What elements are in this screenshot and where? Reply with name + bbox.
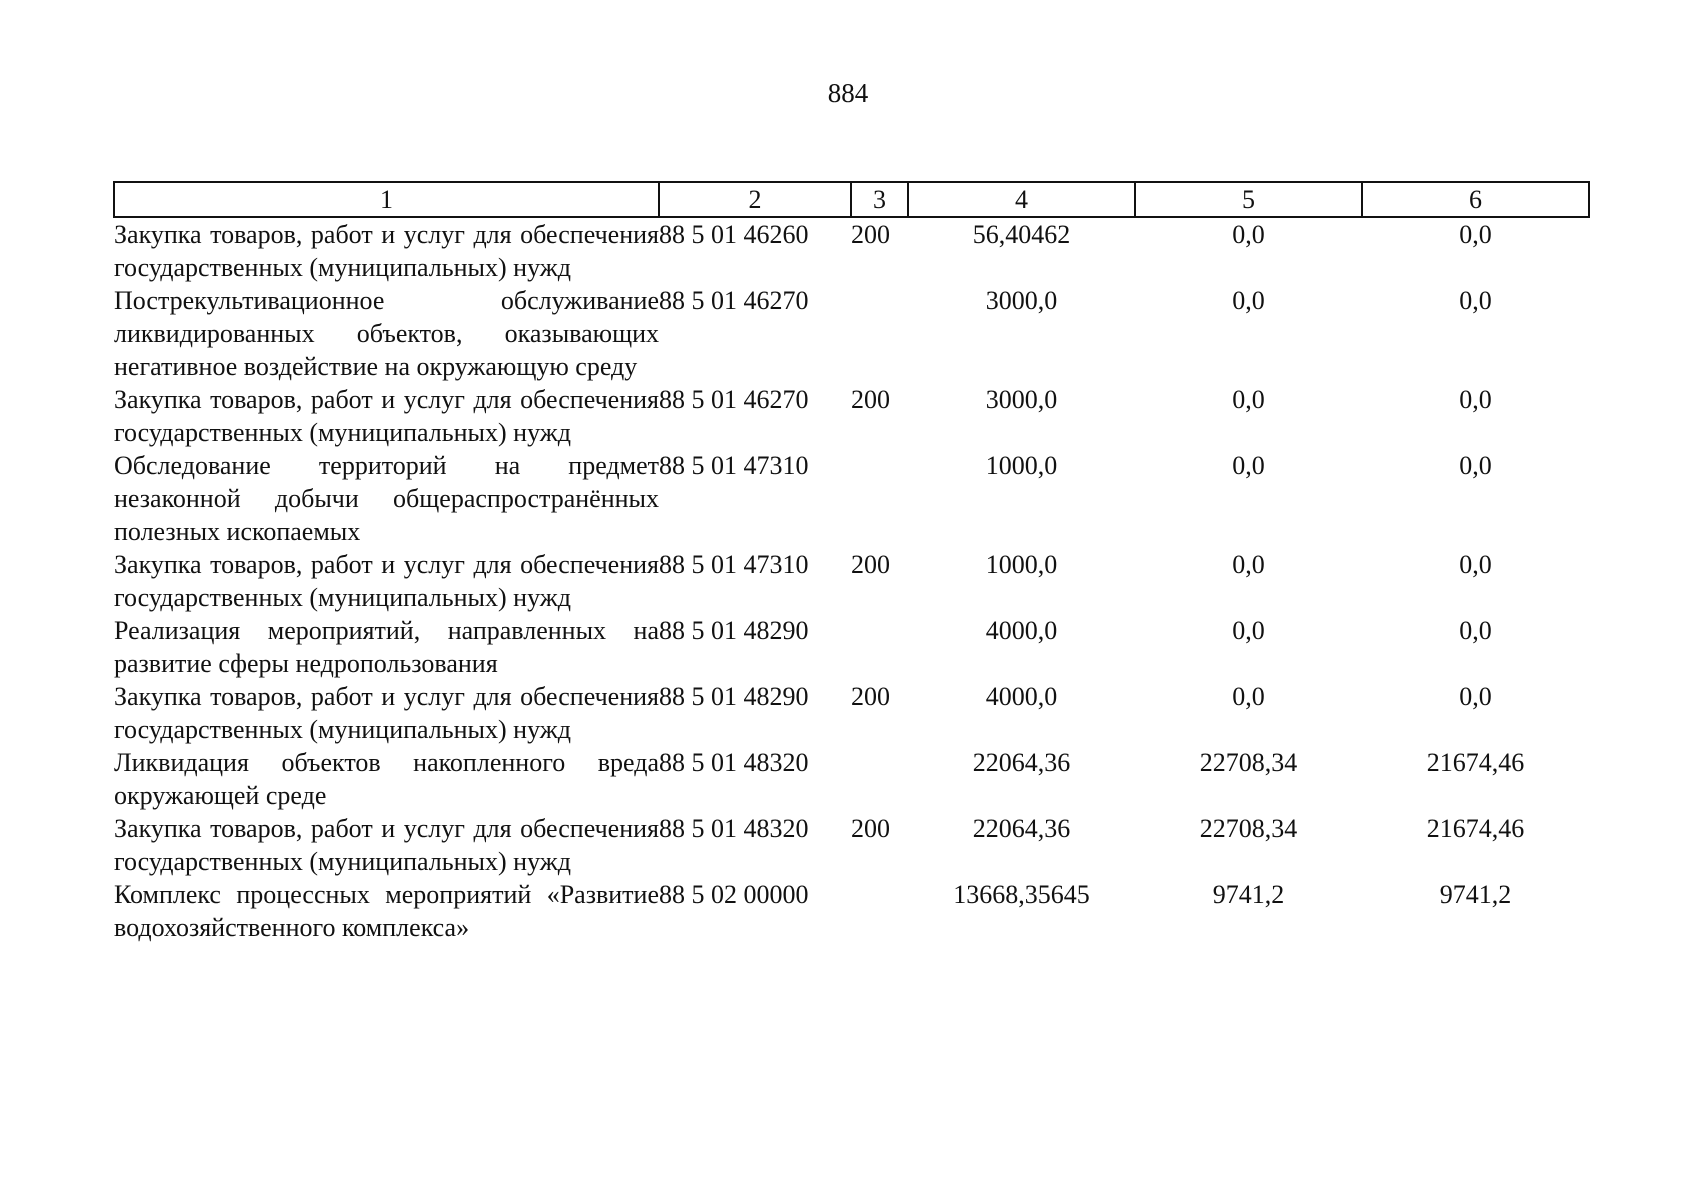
row-value-4: 3000,0	[985, 385, 1058, 414]
row-code: 88 5 01 48320	[659, 748, 809, 777]
row-value-6: 0,0	[1459, 682, 1492, 711]
row-value-5: 22708,34	[1199, 814, 1298, 843]
column-header-6: 6	[1362, 182, 1589, 217]
table-row	[114, 217, 1589, 284]
row-description: Закупка товаров, работ и услуг для обеспечения государственных (муниципальных) нужд	[114, 682, 659, 744]
row-expense-type: 200	[851, 220, 890, 249]
row-expense-type	[851, 878, 908, 944]
row-description: Обследование территорий на предмет незаконной добычи общераспространённых полезных ископаемых	[114, 451, 659, 546]
row-value-5: 9741,2	[1212, 880, 1285, 909]
row-value-5: 22708,34	[1199, 748, 1298, 777]
row-value-6: 0,0	[1459, 616, 1492, 645]
row-value-6: 9741,2	[1439, 880, 1512, 909]
table-row	[114, 284, 1589, 383]
row-value-6: 0,0	[1459, 385, 1492, 414]
row-value-5: 0,0	[1232, 286, 1265, 315]
row-value-6: 21674,46	[1426, 748, 1525, 777]
row-value-6: 0,0	[1459, 550, 1492, 579]
row-description: Закупка товаров, работ и услуг для обеспечения государственных (муниципальных) нужд	[114, 814, 659, 876]
row-expense-type	[851, 746, 908, 812]
row-value-5: 0,0	[1232, 220, 1265, 249]
row-code: 88 5 01 47310	[659, 550, 809, 579]
row-description: Комплекс процессных мероприятий «Развитие водохозяйственного комплекса»	[114, 880, 659, 942]
row-value-6: 21674,46	[1426, 814, 1525, 843]
row-expense-type: 200	[851, 550, 890, 579]
budget-table	[113, 181, 1590, 944]
row-code: 88 5 01 48320	[659, 814, 809, 843]
page-number: 884	[827, 78, 869, 108]
row-expense-type: 200	[851, 682, 890, 711]
table-header-row	[114, 182, 1589, 217]
row-value-4: 3000,0	[985, 286, 1058, 315]
row-value-4: 4000,0	[985, 682, 1058, 711]
column-header-1: 1	[114, 182, 659, 217]
row-value-6: 0,0	[1459, 451, 1492, 480]
row-value-4: 1000,0	[985, 451, 1058, 480]
row-description: Реализация мероприятий, направленных на развитие сферы недропользования	[114, 616, 659, 678]
row-description: Закупка товаров, работ и услуг для обеспечения государственных (муниципальных) нужд	[114, 220, 659, 282]
row-value-5: 0,0	[1232, 550, 1265, 579]
row-value-4: 22064,36	[972, 748, 1071, 777]
row-code: 88 5 01 46270	[659, 385, 809, 414]
row-value-5: 0,0	[1232, 616, 1265, 645]
column-header-5: 5	[1135, 182, 1362, 217]
column-header-3: 3	[851, 182, 908, 217]
column-header-2: 2	[659, 182, 851, 217]
row-value-6: 0,0	[1459, 220, 1492, 249]
table-row	[114, 680, 1589, 746]
row-code: 88 5 01 48290	[659, 616, 809, 645]
row-expense-type: 200	[851, 814, 890, 843]
row-value-6: 0,0	[1459, 286, 1492, 315]
row-description: Закупка товаров, работ и услуг для обеспечения государственных (муниципальных) нужд	[114, 550, 659, 612]
row-value-4: 4000,0	[985, 616, 1058, 645]
row-expense-type: 200	[851, 385, 890, 414]
row-description: Закупка товаров, работ и услуг для обеспечения государственных (муниципальных) нужд	[114, 385, 659, 447]
row-value-5: 0,0	[1232, 451, 1265, 480]
table-row	[114, 812, 1589, 878]
row-code: 88 5 01 48290	[659, 682, 809, 711]
column-header-4: 4	[908, 182, 1135, 217]
row-code: 88 5 02 00000	[659, 880, 809, 909]
row-value-4: 56,40462	[972, 220, 1071, 249]
row-expense-type	[851, 449, 908, 548]
table-row	[114, 614, 1589, 680]
row-value-5: 0,0	[1232, 682, 1265, 711]
row-expense-type	[851, 284, 908, 383]
row-value-4: 13668,35645	[953, 880, 1090, 909]
row-expense-type	[851, 614, 908, 680]
table-row	[114, 548, 1589, 614]
row-description: Пострекультивационное обслуживание ликвидированных объектов, оказывающих негативное воздействие на окружающую среду	[114, 286, 659, 381]
row-value-4: 1000,0	[985, 550, 1058, 579]
row-code: 88 5 01 46270	[659, 286, 809, 315]
row-value-4: 22064,36	[972, 814, 1071, 843]
table-row	[114, 383, 1589, 449]
table-row	[114, 878, 1589, 944]
row-code: 88 5 01 47310	[659, 451, 809, 480]
row-value-5: 0,0	[1232, 385, 1265, 414]
row-description: Ликвидация объектов накопленного вреда окружающей среде	[114, 748, 659, 810]
table-row	[114, 746, 1589, 812]
table-row	[114, 449, 1589, 548]
row-code: 88 5 01 46260	[659, 220, 809, 249]
